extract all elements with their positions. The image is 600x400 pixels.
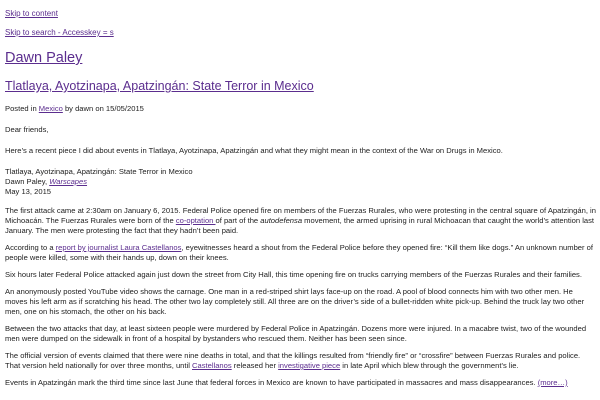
paragraph-7 [5,378,597,388]
paragraph-2-text-a: According to a [5,243,56,252]
article-date: May 13, 2015 [5,187,52,196]
skip-to-search-link[interactable]: Skip to search - Accesskey = s [5,28,114,37]
article-byline [5,177,597,187]
article-author: Dawn Paley, [5,177,50,186]
paragraph-1 [5,206,597,236]
article-header [5,167,597,197]
paragraph-1-text-a: The first attack came at 2:30am on January 6, 2015. Federal Police opened fire on members of the Fuerzas Rurales, who were protesting in the central square of Apatzingán, in Michoacán. The Fuerzas Rurales were born of the [5,206,596,225]
skip-to-content-link[interactable]: Skip to content [5,9,58,18]
paragraph-2 [5,243,597,263]
paragraph-4: An anonymously posted YouTube video shows the carnage. One man in a red-striped shirt lays face-up on the road. A pool of blood connects him with two other men. He moves his left arm as if scratching his head. The other two lay completely still. All three are on the driver’s side of a bullet-ridden white pick-up. Behind the truck lay two other men, one on his stomach, the other on his back. [5,287,585,316]
greeting: Dear friends, [5,125,49,134]
read-more-link[interactable]: (more…) [537,378,568,387]
paragraph-5: Between the two attacks that day, at least sixteen people were murdered by Federal Police in Apatzingán. Dozens more were injured. In a macabre twist, two of the wounded men were dumped on the sidewalk in front of a hospital by bystanders who rescued them. Neither has been seen since. [5,324,587,343]
co-optation-link[interactable]: co-optation [175,216,216,225]
post-title-link[interactable]: Tlatlaya, Ayotzinapa, Apatzingán: State Terror in Mexico [5,79,314,93]
autodefensa-term: autodefensa [260,216,303,225]
category-link-mexico[interactable]: Mexico [38,104,63,113]
warscapes-link[interactable] [49,177,87,186]
intro-paragraph: Here’s a recent piece I did about events in Tlatlaya, Ayotzinapa, Apatzingán and what they might mean in the context of the War on Drugs in Mexico. [5,146,503,155]
post-meta [5,104,597,114]
publication-name: Warscapes [49,177,88,186]
paragraph-1-text-b: of part of the [215,216,261,225]
paragraph-6 [5,351,597,371]
paragraph-7-text-a: Events in Apatzingán mark the third time since last June that federal forces in Mexico are known to have participated in massacres and mass disappearances. [5,378,538,387]
post-title [5,78,314,94]
site-title-link[interactable]: Dawn Paley [5,50,83,66]
paragraph-6-text-a: The official version of events claimed that there were nine deaths in total, and that the killings resulted from “friendly fire” or “crossfire” between Fuerzas Rurales and police. That version held nationally for over three months, until [5,351,581,370]
meta-byline: by dawn on 15/05/2015 [62,104,144,113]
castellanos-link[interactable]: Castellanos [192,361,232,370]
castellanos-report-link[interactable]: report by journalist Laura Castellanos [55,243,182,252]
paragraph-1-text-c: movement, the armed uprising in rural Michoacan that caught the world’s attention last January. The men were protesting the fact that they hadn’t been paid. [5,216,595,235]
paragraph-6-text-c: in late April which blew through the government’s lie. [340,361,519,370]
meta-prefix: Posted in [5,104,39,113]
investigative-piece-link[interactable]: investigative piece [278,361,341,370]
article-title: Tlatlaya, Ayotzinapa, Apatzingán: State Terror in Mexico [5,167,193,176]
post-content [5,104,597,395]
paragraph-6-text-b: released her [231,361,279,370]
site-title [5,49,82,67]
paragraph-2-text-b: , eyewitnesses heard a shout from the Federal Police before they opened fire: “Kill them like dogs.” An unknown number of people were killed, some with their hands up, down on their knees. [5,243,594,262]
paragraph-3: Six hours later Federal Police attacked again just down the street from City Hall, this time opening fire on trucks carrying members of the Fuerzas Rurales and their families. [5,270,582,279]
